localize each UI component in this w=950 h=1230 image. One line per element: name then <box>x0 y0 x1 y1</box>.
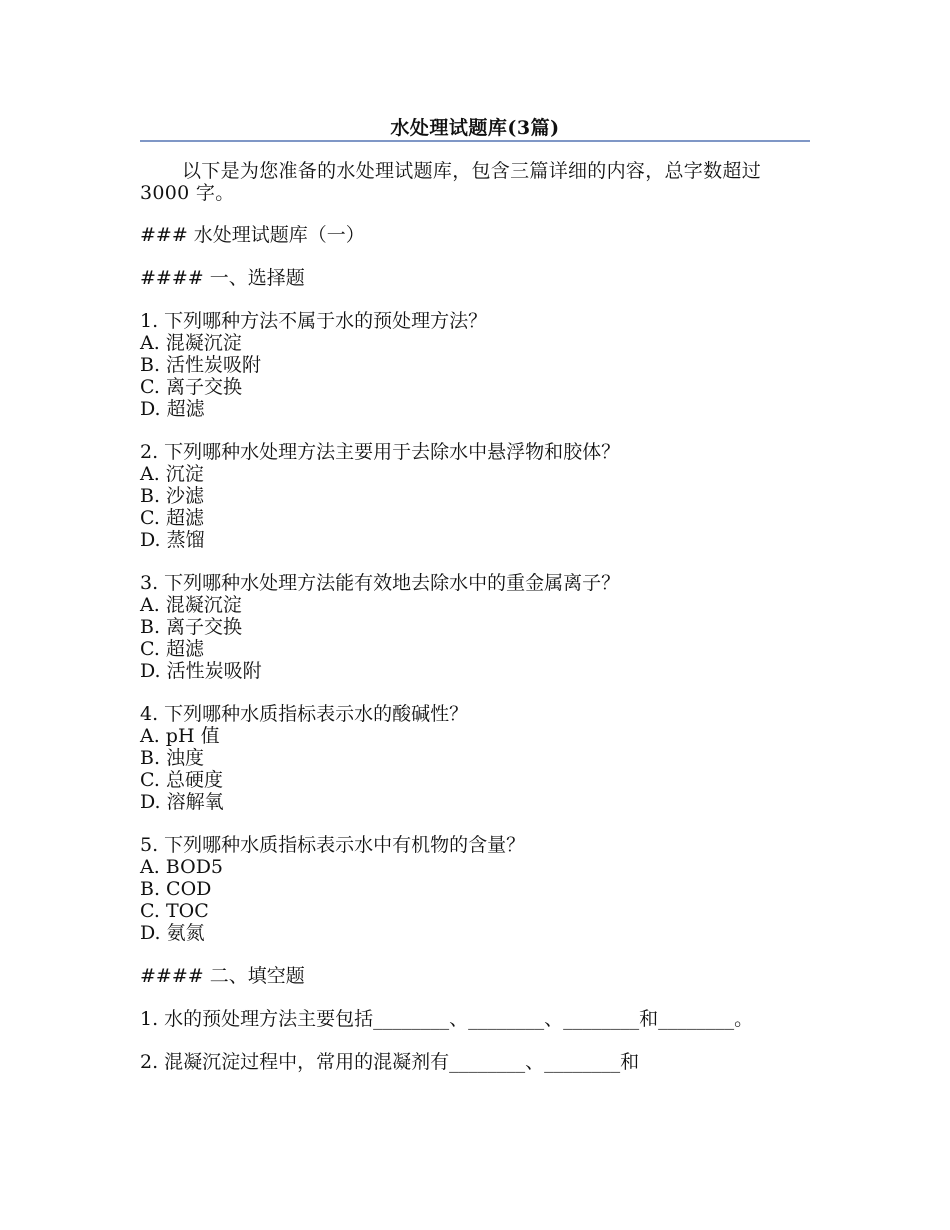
option-b: B. 沙滤 <box>140 485 205 507</box>
question-4 <box>140 703 810 813</box>
option-b: B. 离子交换 <box>140 616 243 638</box>
question-1 <box>140 310 810 420</box>
fill-blank-1: 1. 水的预处理方法主要包括________、________、________和________。 <box>140 1008 754 1030</box>
option-d: D. 溶解氧 <box>140 791 224 813</box>
document-title: 水处理试题库(3篇) <box>390 117 560 139</box>
option-a: A. BOD5 <box>140 856 224 878</box>
option-a: A. 混凝沉淀 <box>140 594 242 616</box>
title-underline <box>140 140 810 142</box>
option-c: C. 离子交换 <box>140 376 242 398</box>
question-stem: 3. 下列哪种水处理方法能有效地去除水中的重金属离子？ <box>140 572 621 594</box>
option-d: D. 蒸馏 <box>140 529 205 551</box>
question-2 <box>140 441 810 551</box>
option-a: A. 混凝沉淀 <box>140 332 242 354</box>
question-stem: 2. 下列哪种水处理方法主要用于去除水中悬浮物和胶体？ <box>140 441 621 463</box>
option-d: D. 氨氮 <box>140 922 205 944</box>
option-b: B. 活性炭吸附 <box>140 354 262 376</box>
option-a: A. 沉淀 <box>140 463 204 485</box>
option-d: D. 超滤 <box>140 398 205 420</box>
question-stem: 4. 下列哪种水质指标表示水的酸碱性？ <box>140 703 469 725</box>
option-c: C. 超滤 <box>140 638 204 660</box>
option-d: D. 活性炭吸附 <box>140 660 262 682</box>
question-5 <box>140 834 810 944</box>
fill-blank-2: 2. 混凝沉淀过程中，常用的混凝剂有________、________和 <box>140 1051 640 1073</box>
option-c: C. 超滤 <box>140 507 204 529</box>
option-c: C. 总硬度 <box>140 769 223 791</box>
question-stem: 1. 下列哪种方法不属于水的预处理方法？ <box>140 310 488 332</box>
part2-heading: #### 二、填空题 <box>140 965 305 987</box>
option-c: C. TOC <box>140 900 209 922</box>
part1-heading: #### 一、选择题 <box>140 267 305 289</box>
option-b: B. COD <box>140 878 212 900</box>
option-a: A. pH 值 <box>140 725 220 747</box>
question-stem: 5. 下列哪种水质指标表示水中有机物的含量？ <box>140 834 526 856</box>
option-b: B. 浊度 <box>140 747 205 769</box>
document-body <box>140 160 810 1094</box>
intro-paragraph: 以下是为您准备的水处理试题库，包含三篇详细的内容，总字数超过 3000 字。 <box>140 160 762 204</box>
question-3 <box>140 572 810 682</box>
section-heading: ### 水处理试题库（一） <box>140 224 365 246</box>
